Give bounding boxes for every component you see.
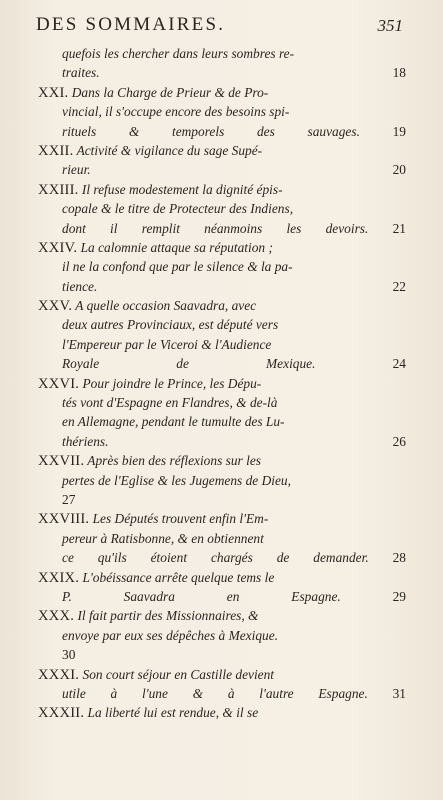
summary-entry-start: [38, 83, 406, 102]
line-text: Il fait partir des Missionnaires, &: [77, 608, 259, 624]
summary-line: [38, 199, 406, 218]
page-header: [36, 14, 403, 40]
line-text: utile à l'une & à l'autre Espagne.: [62, 685, 368, 701]
summary-line: [38, 122, 406, 141]
line-text: rituels & temporels des sauvages.: [62, 123, 360, 139]
entry-number: XXVIII.: [38, 511, 90, 528]
summary-line: [38, 412, 406, 431]
summary-line: [38, 160, 406, 179]
entry-number: XXVII.: [38, 453, 85, 470]
summary-line: [38, 587, 406, 606]
page-reference: 31: [392, 685, 406, 701]
summary-line: [38, 432, 406, 451]
line-text: Activité & vigilance du sage Supé-: [76, 142, 263, 158]
entry-number: XXV.: [38, 298, 73, 315]
line-text: l'Empereur par le Viceroi & l'Audience: [62, 336, 272, 352]
summary-entry-start: [38, 451, 406, 470]
summary-list: [38, 44, 406, 723]
line-text: Pour joindre le Prince, les Dépu-: [82, 375, 262, 391]
page-reference: 19: [392, 123, 406, 139]
summary-line: [38, 529, 406, 548]
page-reference: 24: [392, 356, 406, 372]
line-text: P. Saavadra en Espagne.: [62, 588, 341, 604]
line-text: envoye par eux ses dépêches à Mexique.: [62, 627, 279, 643]
page-reference: 26: [392, 433, 406, 449]
line-text: ce qu'ils étoient chargés de demander.: [62, 550, 369, 566]
line-text: dont il remplit néanmoins les devoirs.: [62, 220, 369, 236]
line-text: Après bien des réflexions sur les: [87, 453, 261, 469]
entry-number: XXXI.: [38, 666, 80, 683]
page-reference: 18: [392, 65, 406, 81]
entry-number: XXVI.: [38, 375, 80, 392]
summary-line: [38, 645, 406, 664]
line-text: Dans la Charge de Prieur & de Pro-: [71, 84, 269, 100]
summary-line: [38, 684, 406, 703]
line-text: thériens.: [62, 433, 109, 449]
entry-number: XXIV.: [38, 239, 78, 256]
summary-entry-start: [38, 568, 406, 587]
running-title: DES SOMMAIRES.: [36, 14, 226, 35]
entry-number: XXX.: [38, 608, 75, 625]
page-reference: 28: [392, 550, 406, 566]
line-text: Royale de Mexique.: [62, 356, 316, 372]
summary-entry-start: [38, 238, 406, 257]
summary-line: [38, 102, 406, 121]
summary-line: [38, 44, 406, 63]
summary-entry-start: [38, 374, 406, 393]
summary-line: [38, 257, 406, 276]
line-text: La calomnie attaque sa réputation ;: [80, 239, 273, 255]
entry-number: XXII.: [38, 142, 74, 159]
summary-line: [38, 393, 406, 412]
summary-line: [38, 277, 406, 296]
line-text: pereur à Ratisbonne, & en obtiennent: [62, 530, 264, 546]
line-text: copale & le titre de Protecteur des Indiens,: [62, 201, 294, 217]
line-text: il ne la confond que par le silence & la pa-: [62, 259, 293, 275]
line-text: deux autres Provinciaux, est député vers: [62, 317, 279, 333]
summary-line: [38, 219, 406, 238]
page-reference: 27: [62, 491, 76, 507]
summary-line: [38, 626, 406, 645]
summary-line: [38, 471, 406, 490]
summary-entry-start: [38, 509, 406, 528]
line-text: traites.: [62, 65, 100, 81]
entry-number: XXXII.: [38, 705, 85, 722]
summary-line: [38, 315, 406, 334]
page-number: 351: [377, 16, 403, 35]
line-text: Il refuse modestement la dignité épis-: [81, 181, 283, 197]
line-text: Son court séjour en Castille devient: [82, 666, 275, 682]
summary-entry-start: [38, 703, 406, 722]
line-text: Les Députés trouvent enfin l'Em-: [92, 511, 269, 527]
summary-entry-start: [38, 665, 406, 684]
line-text: quefois les chercher dans leurs sombres re-: [62, 46, 295, 61]
entry-number: XXIII.: [38, 181, 79, 198]
line-text: rieur.: [62, 162, 91, 178]
summary-entry-start: [38, 296, 406, 315]
line-text: tience.: [62, 278, 98, 294]
line-text: La liberté lui est rendue, & il se: [87, 705, 259, 721]
line-text: vincial, il s'occupe encore des besoins spi-: [62, 104, 290, 120]
page-reference: 22: [392, 278, 406, 294]
summary-line: [38, 63, 406, 82]
summary-entry-start: [38, 141, 406, 160]
line-text: L'obéissance arrête quelque tems le: [82, 569, 275, 585]
line-text: en Allemagne, pendant le tumulte des Lu-: [62, 414, 285, 430]
entry-number: XXIX.: [38, 569, 80, 586]
line-text: A quelle occasion Saavadra, avec: [75, 298, 257, 314]
entry-number: XXI.: [38, 84, 69, 101]
summary-entry-start: [38, 606, 406, 625]
summary-entry-start: [38, 180, 406, 199]
line-text: tés vont d'Espagne en Flandres, & de-là: [62, 395, 278, 411]
summary-line: [38, 548, 406, 567]
summary-line: [38, 490, 406, 509]
page-reference: 21: [392, 220, 406, 236]
summary-line: [38, 354, 406, 373]
page-reference: 20: [392, 162, 406, 178]
page-reference: 30: [62, 647, 76, 663]
line-text: pertes de l'Eglise & les Jugemens de Dieu,: [62, 472, 291, 488]
page-reference: 29: [392, 588, 406, 604]
summary-line: [38, 335, 406, 354]
